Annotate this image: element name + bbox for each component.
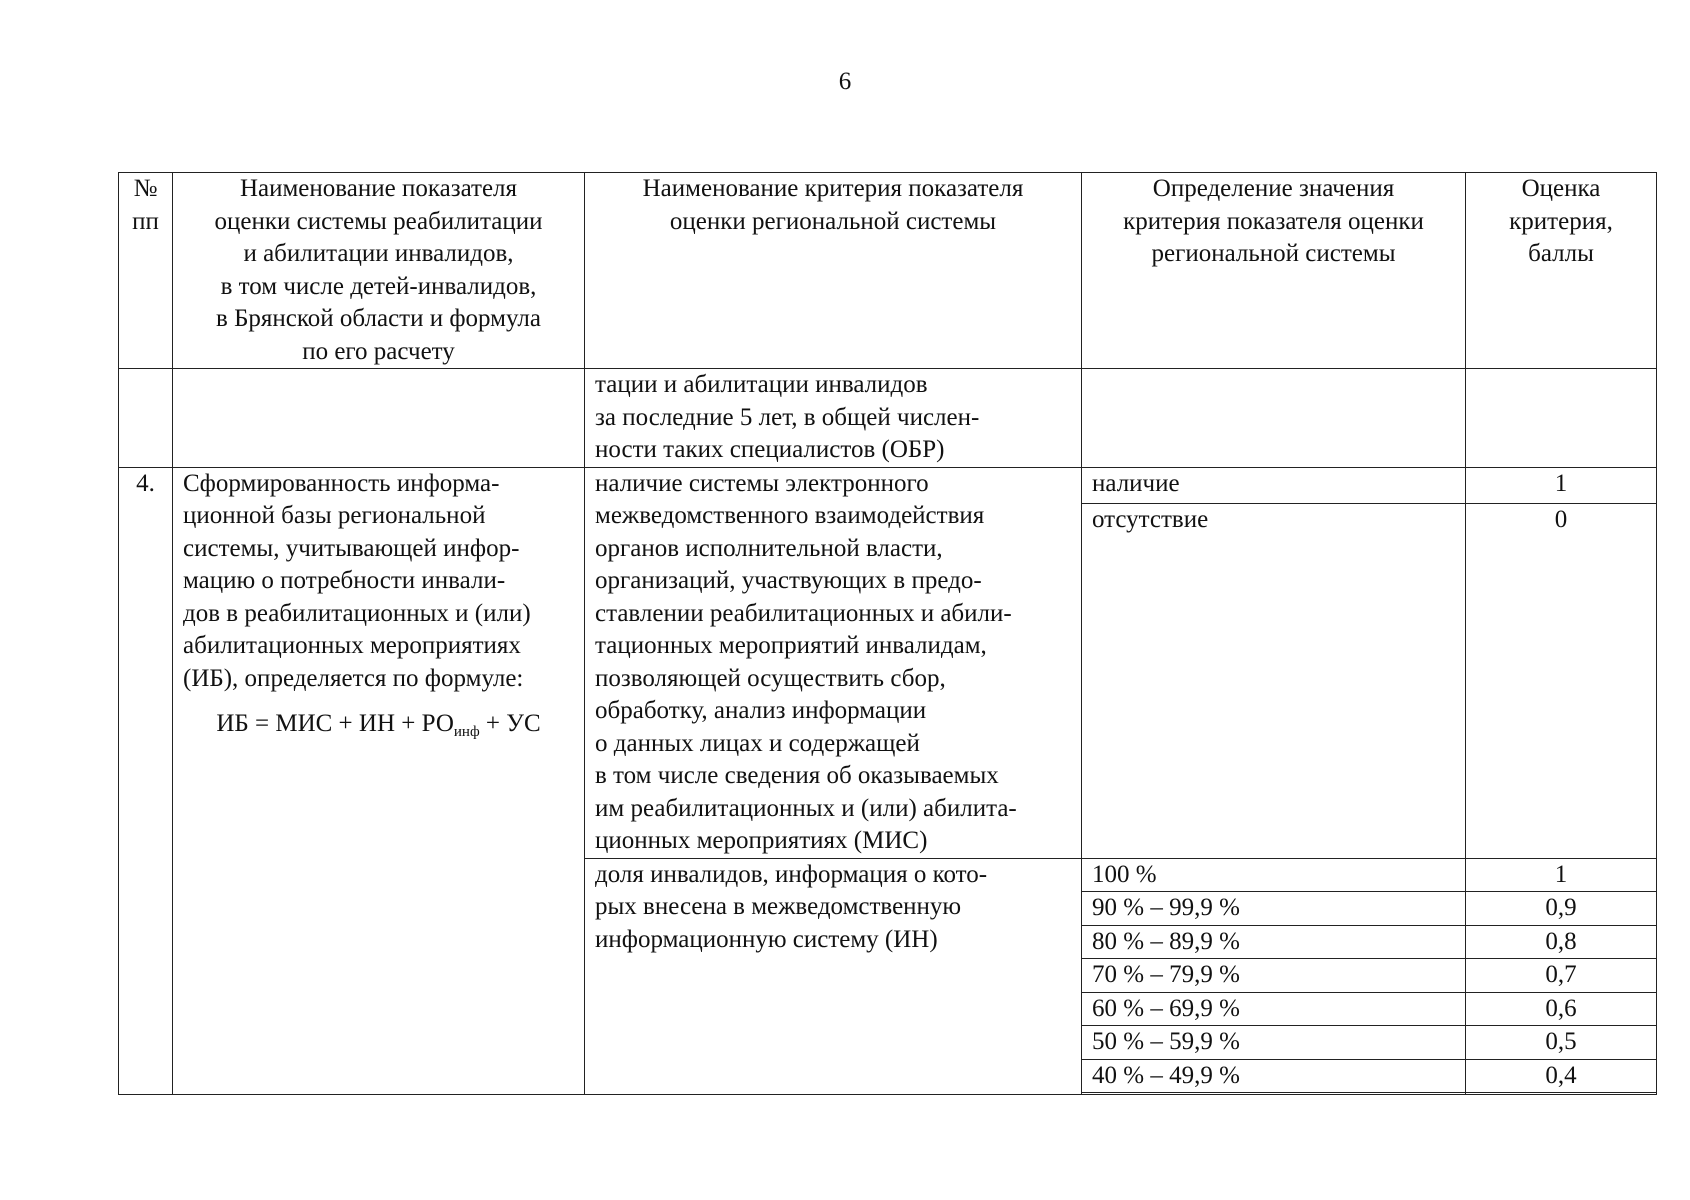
continuation-row: [119, 369, 1657, 468]
definition-cell: 70 % – 79,9 %: [1082, 959, 1466, 993]
header-criterion: Наименование критерия показателя оценки региональной системы: [585, 173, 1082, 369]
definition-cell: 80 % – 89,9 %: [1082, 925, 1466, 959]
indicator-description: Сформированность информа- ционной базы региональной системы, учитывающей инфор- мацию о потребности инвали- дов в реабилитационных и (или) абилитационных мероприятиях (ИБ), определяется по формуле:: [183, 469, 531, 692]
score-cell: 0,9: [1466, 892, 1657, 926]
indicator-cell: [173, 467, 585, 1095]
page-number: 6: [838, 68, 852, 95]
continuation-score: [1466, 369, 1657, 468]
definition-cell: отсутствие: [1082, 503, 1466, 858]
score-cell: 0,8: [1466, 925, 1657, 959]
score-cell: [1466, 1093, 1657, 1095]
score-cell: 0,4: [1466, 1059, 1657, 1093]
continuation-num: [119, 369, 173, 468]
score-cell: 0,7: [1466, 959, 1657, 993]
continuation-definition: [1082, 369, 1466, 468]
formula-subscript: инф: [453, 724, 480, 740]
header-num: № пп: [119, 173, 173, 369]
continuation-criterion: тации и абилитации инвалидов за последние 5 лет, в общей числен- ности таких специалистов (ОБР): [585, 369, 1082, 468]
score-cell: 0,5: [1466, 1026, 1657, 1060]
definition-cell: наличие: [1082, 467, 1466, 503]
header-score: Оценка критерия, баллы: [1466, 173, 1657, 369]
header-definition: Определение значения критерия показателя оценки региональной системы: [1082, 173, 1466, 369]
criteria-table: [118, 172, 1657, 1095]
definition-cell: 90 % – 99,9 %: [1082, 892, 1466, 926]
indicator-formula: [183, 708, 574, 741]
header-indicator: Наименование показателя оценки системы реабилитации и абилитации инвалидов, в том числе детей-инвалидов, в Брянской области и формула по его расчету: [173, 173, 585, 369]
formula-main: ИБ = МИС + ИН + РО: [216, 710, 454, 737]
criterion-mis: наличие системы электронного межведомственного взаимодействия органов исполнительной власти, организаций, участвующих в предо- ставлении реабилитационных и абили- тационных мероприятий инвалидам, позволяющей осуществить сбор, обработку, анализ информации о данных лицах и содержащей в том числе сведения об оказываемых им реабилитационных и (или) абилита- ционных мероприятиях (МИС): [585, 467, 1082, 858]
definition-cell: [1082, 1093, 1466, 1095]
table-row: [119, 467, 1657, 503]
definition-cell: 40 % – 49,9 %: [1082, 1059, 1466, 1093]
score-cell: 0: [1466, 503, 1657, 858]
definition-cell: 100 %: [1082, 858, 1466, 892]
criterion-in: доля инвалидов, информация о кото- рых внесена в межведомственную информационную систему (ИН): [585, 858, 1082, 1095]
continuation-indicator: [173, 369, 585, 468]
score-cell: 1: [1466, 467, 1657, 503]
score-cell: 1: [1466, 858, 1657, 892]
definition-cell: 50 % – 59,9 %: [1082, 1026, 1466, 1060]
formula-tail: + УС: [479, 710, 541, 737]
item-number: 4.: [119, 467, 173, 1095]
definition-cell: 60 % – 69,9 %: [1082, 992, 1466, 1026]
header-row: [119, 173, 1657, 369]
score-cell: 0,6: [1466, 992, 1657, 1026]
